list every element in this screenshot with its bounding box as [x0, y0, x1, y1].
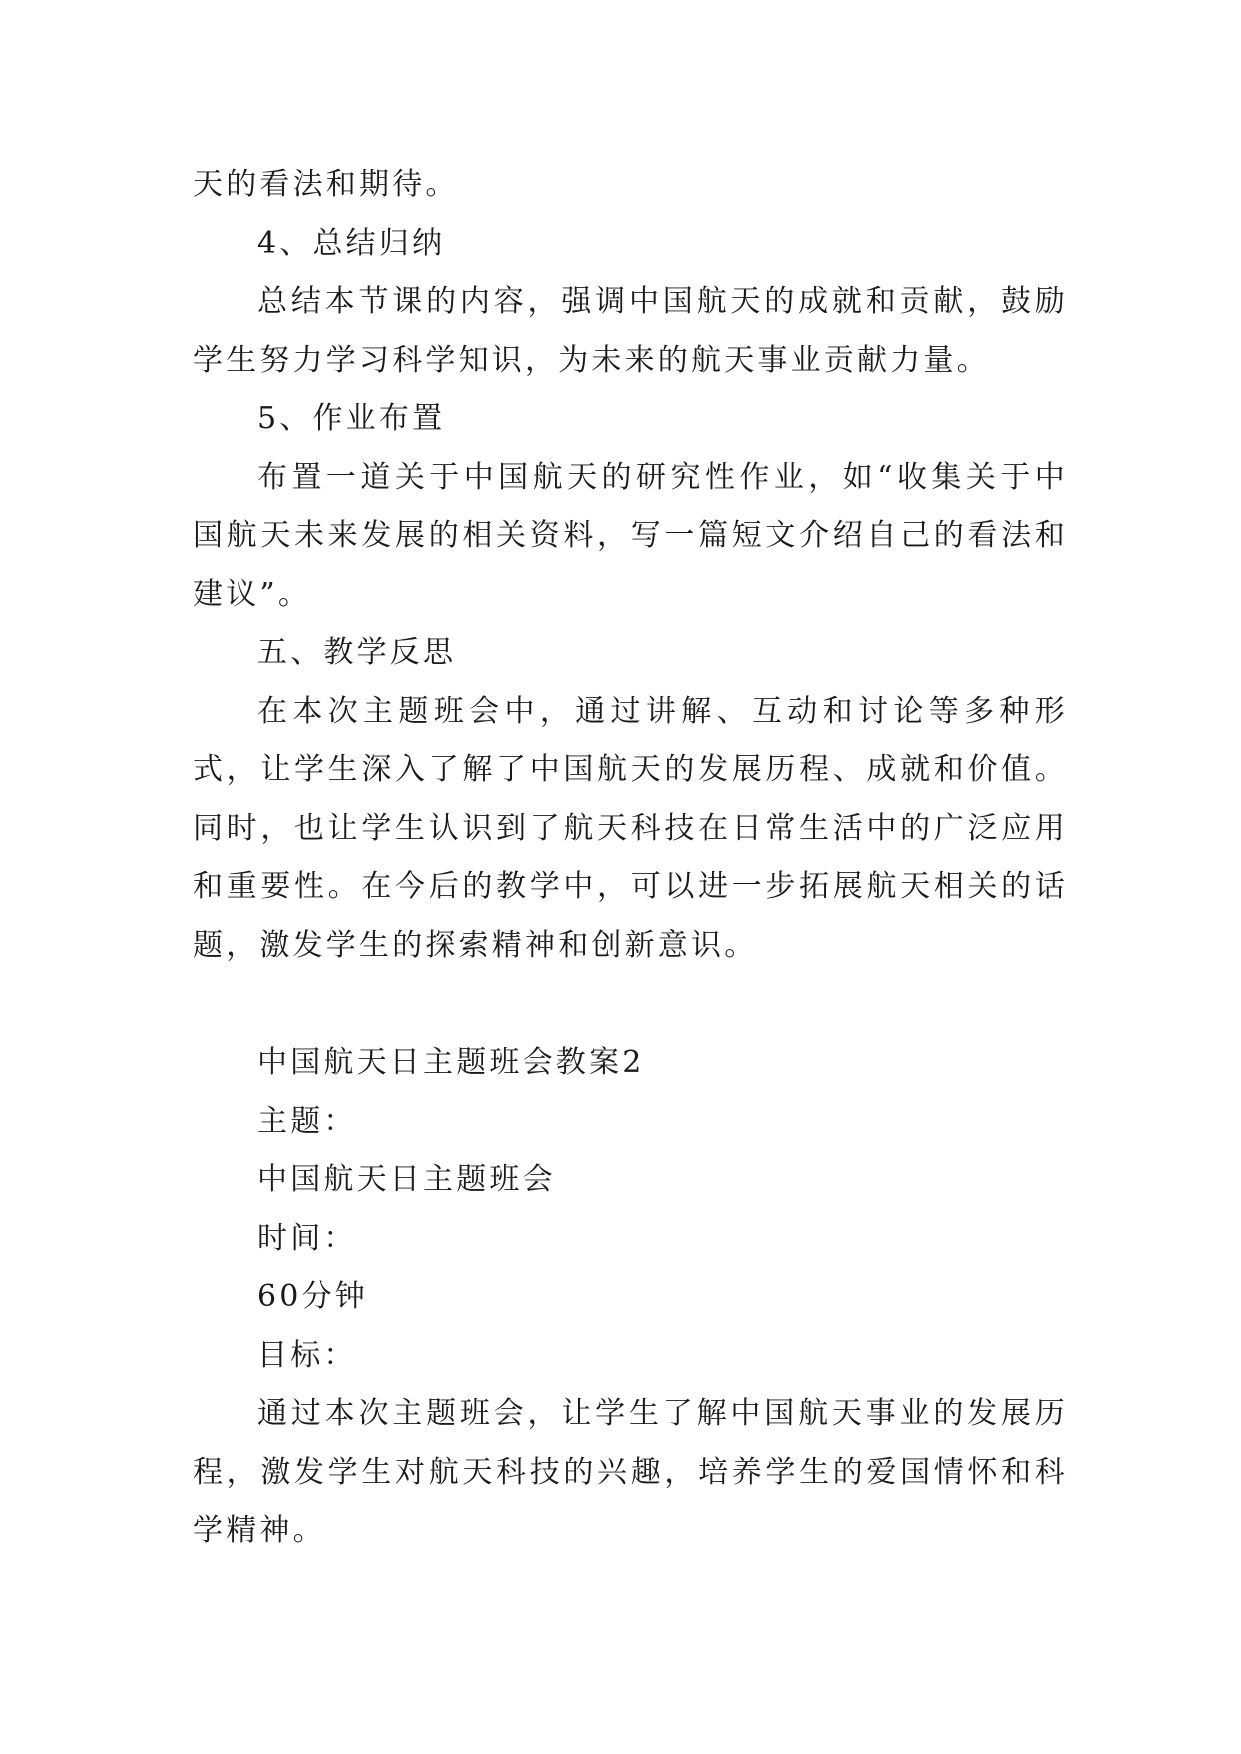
section-heading-homework: 5、作业布置 [257, 401, 446, 436]
value-time: 60分钟 [257, 1279, 368, 1314]
label-time: 时间： [257, 1220, 357, 1256]
section-heading-summary: 4、总结归纳 [257, 225, 446, 261]
paragraph-goal: 通过本次主题班会，让学生了解中国航天事业的发展历程，激发学生对航天科技的兴趣，培养学生的爱国情怀和科学精神。 [193, 1396, 1068, 1548]
label-goal: 目标： [257, 1337, 357, 1373]
paragraph-homework: 布置一道关于中国航天的研究性作业，如“收集关于中国航天未来发展的相关资料，写一篇短文介绍自己的看法和建议”。 [193, 459, 1068, 612]
label-theme: 主题： [257, 1103, 357, 1139]
paragraph-summary: 总结本节课的内容，强调中国航天的成就和贡献，鼓励学生努力学习科学知识，为未来的航天事业贡献力量。 [193, 284, 1068, 378]
paragraph-continuation: 天的看法和期待。 [193, 167, 459, 202]
value-theme: 中国航天日主题班会 [257, 1162, 556, 1197]
section-heading-reflection: 五、教学反思 [257, 635, 457, 670]
paragraph-reflection: 在本次主题班会中，通过讲解、互动和讨论等多种形式，让学生深入了解了中国航天的发展历程、成就和价值。同时，也让学生认识到了航天科技在日常生活中的广泛应用和重要性。在今后的教学中，可以进一步拓展航天相关的话题，激发学生的探索精神和创新意识。 [193, 693, 1068, 963]
lesson-plan-title: 中国航天日主题班会教案2 [257, 1045, 645, 1080]
document-body [193, 156, 1068, 1561]
blank-line [193, 975, 1068, 1034]
